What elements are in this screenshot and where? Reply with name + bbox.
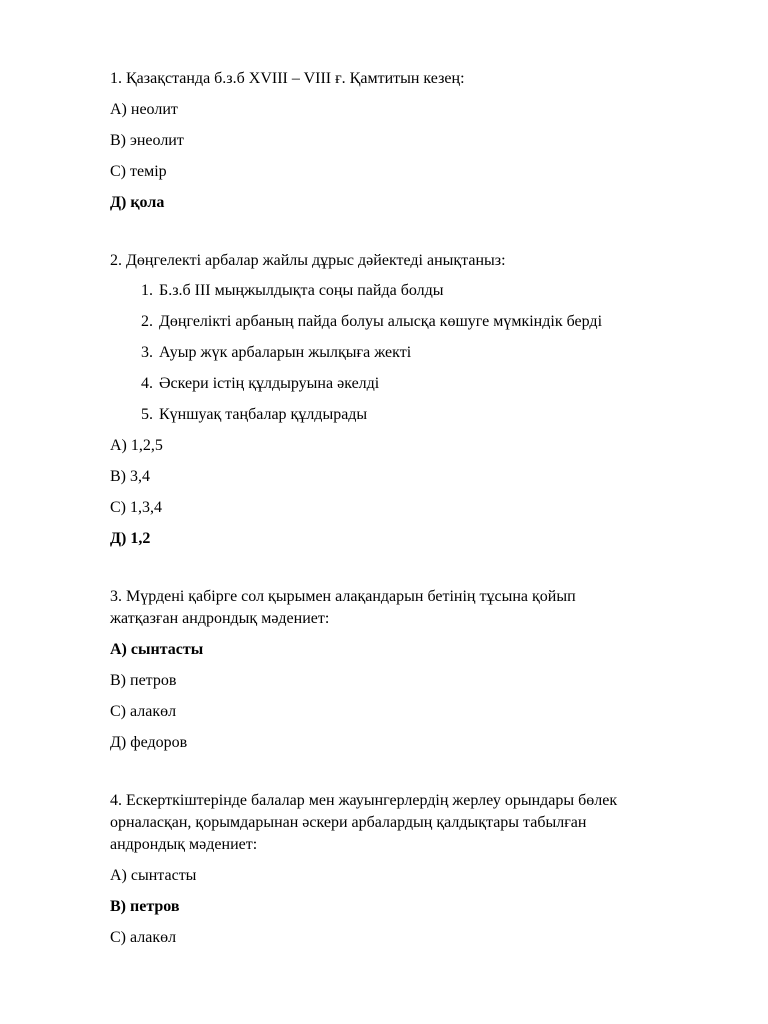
statement-item: 1. Б.з.б III мыңжылдықта соңы пайда болды [157,280,708,302]
question-text-line: орналасқан, қорымдарынан әскери арбалардың қалдықтары табылған [110,814,587,831]
option-c: С) 1,3,4 [110,499,162,516]
statement-item: 5. Күншуақ таңбалар құлдырады [157,404,708,426]
option-b: В) энеолит [110,132,184,149]
statement-item: 4. Әскери істің құлдыруына әкелді [157,373,708,395]
option-c: С) алакөл [110,929,177,946]
question-text [110,586,708,630]
question-text-line: 4. Ескерткіштерінде балалар мен жауынгерлердің жерлеу орындары бөлек [110,792,618,809]
option-a: А) неолит [110,101,178,118]
option-b: В) петров [110,672,177,689]
question-text [110,790,708,856]
question-1 [110,68,708,214]
option-c: С) темір [110,163,167,180]
option-d-correct: Д) 1,2 [110,530,151,547]
question-text: 1. Қазақстанда б.з.б XVIII – VIII ғ. Қамтитын кезең: [110,70,465,87]
option-b: В) 3,4 [110,468,150,485]
option-c: С) алакөл [110,703,177,720]
option-d: Д) федоров [110,734,188,751]
question-4 [110,790,708,949]
statement-item: 2. Дөңгелікті арбаның пайда болуы алысқа көшуге мүмкіндік берді [157,311,708,333]
statement-list [110,280,708,426]
question-text: 2. Дөңгелекті арбалар жайлы дұрыс дәйектеді анықтаныз: [110,252,506,269]
option-a: А) 1,2,5 [110,437,163,454]
question-text-line: андрондық мәдениет: [110,836,258,853]
question-3 [110,586,708,754]
question-2 [110,250,708,550]
statement-item: 3. Ауыр жүк арбаларын жылқыға жекті [157,342,708,364]
question-text-line: жатқазған андрондық мәдениет: [110,610,330,627]
option-b-correct: В) петров [110,898,180,915]
option-d-correct: Д) қола [110,194,165,211]
option-a: А) сынтасты [110,867,197,884]
option-a-correct: А) сынтасты [110,641,204,658]
question-text-line: 3. Мүрдені қабірге сол қырымен алақандарын бетінің тұсына қойып [110,588,576,605]
